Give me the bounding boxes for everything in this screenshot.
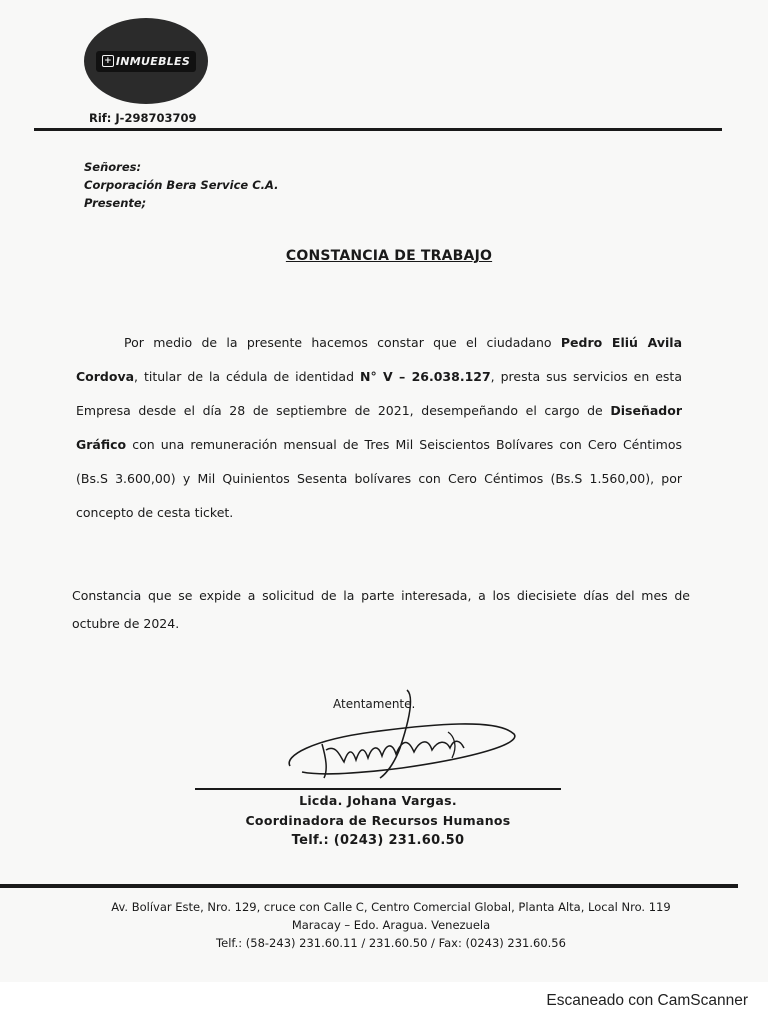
footer-divider [0,884,738,888]
id-number: N° V – 26.038.127 [359,369,491,384]
plus-icon: + [102,55,114,67]
logo-badge [96,51,196,72]
signer-phone: Telf.: (0243) 231.60.50 [291,833,465,848]
body-text-3: , presta sus servicios en esta Empresa desde el día 28 de septiembre de 2021, desempeñando el cargo de [76,369,682,418]
addressee-salutation: Señores: [84,160,142,174]
job-position: Diseñador Gráfico [76,403,682,452]
rif-number: Rif: J-298703709 [89,111,197,125]
addressee-presente: Presente; [84,196,147,210]
body-text-2: , titular de la cédula de identidad [134,369,360,384]
footer-city: Maracay – Edo. Aragua. Venezuela [291,918,491,932]
header-divider [34,128,722,131]
signer-role: Coordinadora de Recursos Humanos [245,813,511,828]
signer-block [228,791,528,851]
body-text-1: Por medio de la presente hacemos constar que el ciudadano [124,335,561,350]
body-text-4: con una remuneración mensual de Tres Mil Seiscientos Bolívares con Cero Céntimos (Bs.S 3.600,00) y Mil Quinientos Sesenta bolívares con Cero Céntimos (Bs.S 1.560,00), por concepto de cesta ticket. [76,437,682,520]
handwritten-signature [282,688,522,788]
addressee-company: Corporación Bera Service C.A. [84,178,279,192]
footer-phones: Telf.: (58-243) 231.60.11 / 231.60.50 / Fax: (0243) 231.60.56 [216,936,566,950]
footer-address: Av. Bolívar Este, Nro. 129, cruce con Calle C, Centro Comercial Global, Planta Alta, Local Nro. 119 [111,900,671,914]
company-footer [0,898,768,952]
company-logo [84,18,208,104]
logo-text: INMUEBLES [115,54,191,68]
signature-line [195,788,561,790]
closing-paragraph: Constancia que se expide a solicitud de la parte interesada, a los diecisiete días del mes de octubre de 2024. [72,588,690,631]
salutation: Atentamente. [333,697,416,711]
body-paragraph [76,326,682,530]
camscanner-watermark: Escaneado con CamScanner [546,992,748,1009]
document-title: CONSTANCIA DE TRABAJO [285,248,493,264]
employee-name: Pedro Eliú Avila Cordova [76,335,683,384]
signer-name: Licda. Johana Vargas. [299,793,457,808]
addressee-block [84,158,279,212]
